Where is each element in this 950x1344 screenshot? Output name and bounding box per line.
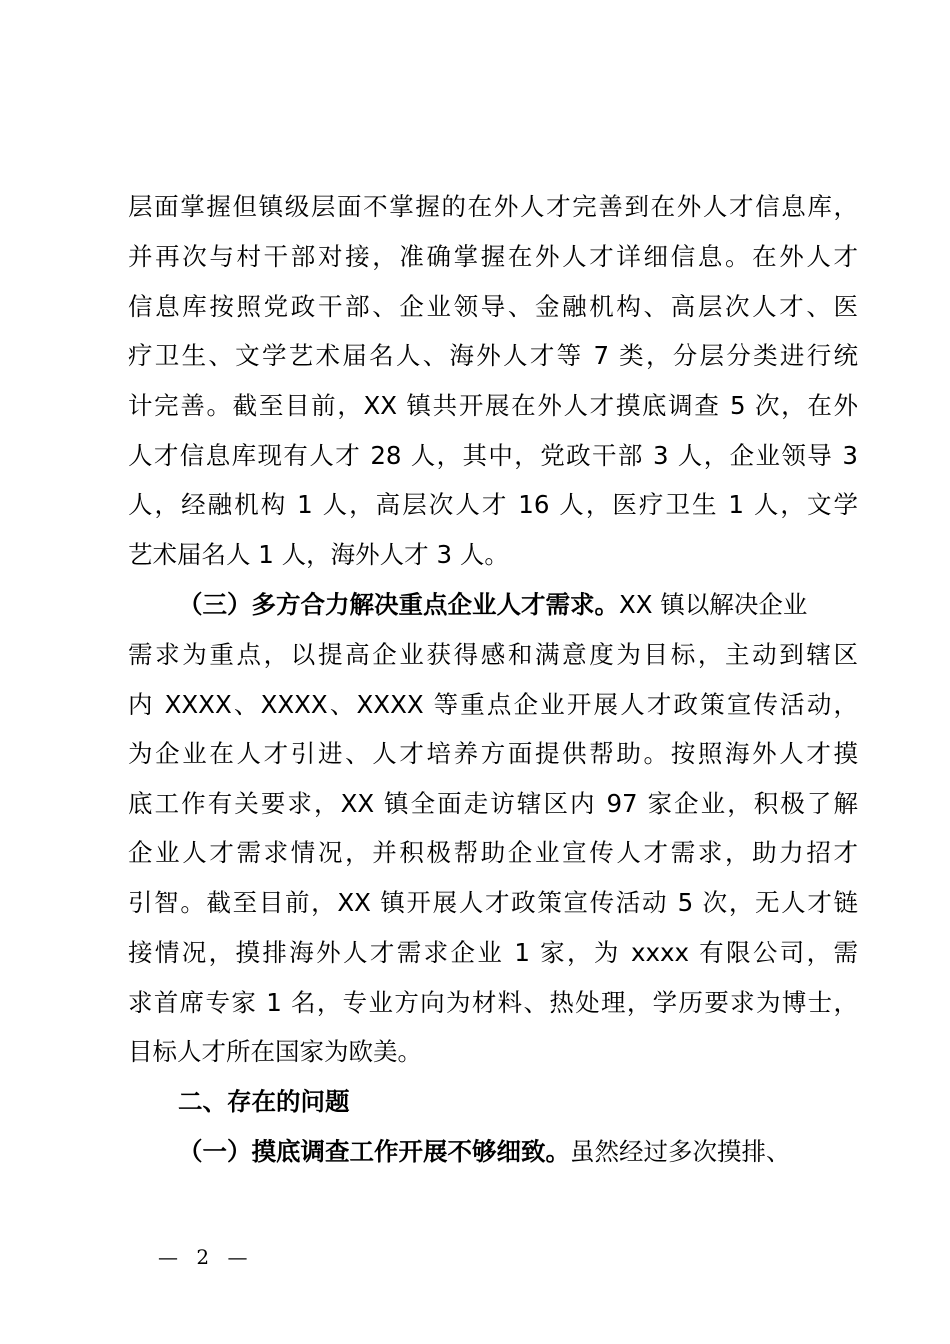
paragraph-first-line <box>178 1127 858 1177</box>
paragraph-line: 为企业在人才引进、人才培养方面提供帮助。按照海外人才摸 <box>128 739 858 768</box>
paragraph-line: 疗卫生、文学艺术届名人、海外人才等 7 类，分层分类进行统 <box>128 341 858 370</box>
paragraph-line: 人，经融机构 1 人，高层次人才 16 人，医疗卫生 1 人，文学 <box>128 490 858 519</box>
paragraph-text: 虽然经过多次摸排、 <box>570 1137 791 1166</box>
paragraph-first-line <box>178 580 858 630</box>
paragraph-heading: （三）多方合力解决重点企业人才需求。 <box>178 590 619 619</box>
paragraph-text: XX 镇以解决企业 <box>619 590 808 619</box>
paragraph-line: 艺术届名人 1 人，海外人才 3 人。 <box>128 540 509 569</box>
paragraph-line: 需求为重点，以提高企业获得感和满意度为目标，主动到辖区 <box>128 640 858 669</box>
paragraph-heading: （一）摸底调查工作开展不够细致。 <box>178 1137 570 1166</box>
page-number: — 2 — <box>158 1245 254 1269</box>
paragraph-line: 信息库按照党政干部、企业领导、金融机构、高层次人才、医 <box>128 292 858 321</box>
paragraph-line: 接情况，摸排海外人才需求企业 1 家，为 xxxx 有限公司，需 <box>128 938 858 967</box>
paragraph-line: 人才信息库现有人才 28 人，其中，党政干部 3 人，企业领导 3 <box>128 441 858 470</box>
paragraph-line: 企业人才需求情况，并积极帮助企业宣传人才需求，助力招才 <box>128 838 858 867</box>
paragraph-line: 求首席专家 1 名，专业方向为材料、热处理，学历要求为博士， <box>128 988 858 1017</box>
paragraph-line: 并再次与村干部对接，准确掌握在外人才详细信息。在外人才 <box>128 242 858 271</box>
paragraph-line: 底工作有关要求，XX 镇全面走访辖区内 97 家企业，积极了解 <box>128 789 858 818</box>
paragraph-line: 目标人才所在国家为欧美。 <box>128 1037 422 1066</box>
paragraph-line: 内 XXXX、XXXX、XXXX 等重点企业开展人才政策宣传活动， <box>128 690 858 719</box>
section-heading: 二、存在的问题 <box>178 1087 350 1116</box>
paragraph-line: 引智。截至目前，XX 镇开展人才政策宣传活动 5 次，无人才链 <box>128 888 858 917</box>
paragraph-line: 计完善。截至目前，XX 镇共开展在外人才摸底调查 5 次，在外 <box>128 391 858 420</box>
paragraph-line: 层面掌握但镇级层面不掌握的在外人才完善到在外人才信息库， <box>128 192 858 221</box>
